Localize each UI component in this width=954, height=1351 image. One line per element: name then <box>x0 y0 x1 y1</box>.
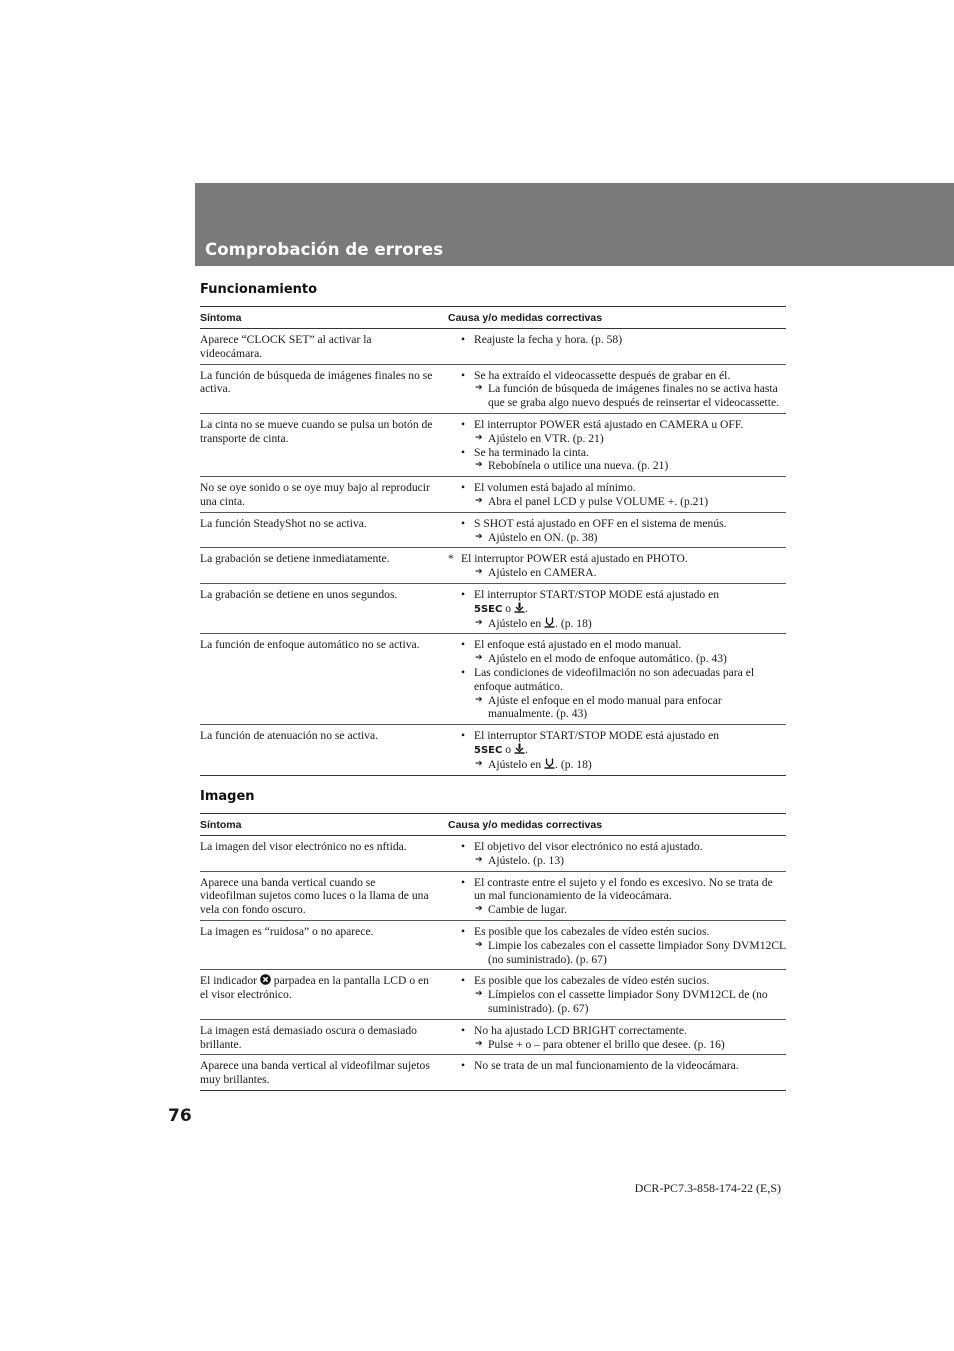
remedy-text: Ajústelo en <box>488 616 542 630</box>
troubleshooting-table <box>200 306 786 776</box>
cause-cell <box>448 548 786 584</box>
cause-item: • Es posible que los cabezales de vídeo estén sucios. <box>448 974 786 988</box>
table-row <box>200 836 786 872</box>
cause-item <box>448 588 786 617</box>
cause-item: • Es posible que los cabezales de vídeo estén sucios. <box>448 925 786 939</box>
cause-item: • S SHOT está ajustado en OFF en el sistema de menús. <box>448 517 786 531</box>
cause-text: El interruptor START/STOP MODE está ajustado en <box>474 587 720 601</box>
symptom-cell: La imagen del visor electrónico no es nftida. <box>200 840 407 853</box>
section-funcionamiento <box>200 282 786 776</box>
cause-item: • El contraste entre el sujeto y el fondo es excesivo. No se trata de un mal funcionamiento de la videocámara. <box>448 876 786 904</box>
symptom-cell: Aparece una banda vertical cuando se videofilman sujetos como luces o la llama de una vela con fondo oscuro. <box>200 871 448 920</box>
cause-cell <box>448 725 786 775</box>
cause-cell <box>448 512 786 548</box>
cause-cell <box>448 583 786 633</box>
cause-item: • No se trata de un mal funcionamiento de la videocámara. <box>448 1059 786 1073</box>
section-imagen <box>200 789 786 1091</box>
cause-item: • El objetivo del visor electrónico no está ajustado. <box>448 840 786 854</box>
cause-item <box>448 729 786 758</box>
remedy-page-ref: . (p. 18) <box>555 616 592 630</box>
cause-cell <box>448 413 786 476</box>
fade-mode-icon <box>514 602 525 613</box>
remedy-item <box>448 617 786 631</box>
symptom-cell: No se oye sonido o se oye muy bajo al reproducir una cinta. <box>200 477 448 513</box>
symptom-cell: La función SteadyShot no se activa. <box>200 512 448 548</box>
cause-cell <box>448 634 786 725</box>
table-header-row <box>200 814 786 836</box>
table-row <box>200 871 786 920</box>
cause-text: El interruptor START/STOP MODE está ajustado en <box>474 729 720 743</box>
table-row <box>200 329 786 365</box>
symptom-cell: Aparece una banda vertical al videofilmar sujetos muy brillantes. <box>200 1055 448 1091</box>
remedy-item: ➔ La función de búsqueda de imágenes finales no se activa hasta que se graba algo nuevo después de reinsertar el videocassette. <box>448 382 786 410</box>
or-text: o <box>505 601 512 615</box>
page-number: 76 <box>168 1106 192 1126</box>
cause-item: * El interruptor POWER está ajustado en PHOTO. <box>448 552 786 566</box>
symptom-cell: La función de atenuación no se activa. <box>200 725 448 775</box>
column-header-symptom: Síntoma <box>200 307 448 329</box>
table-row <box>200 364 786 413</box>
document-code: DCR-PC7.3-858-174-22 (E,S) <box>634 1181 781 1195</box>
header-banner <box>195 183 954 266</box>
column-header-cause: Causa y/o medidas correctivas <box>448 814 786 836</box>
table-row <box>200 1055 786 1091</box>
remedy-item: ➔ Ajústelo en VTR. (p. 21) <box>448 432 786 446</box>
cause-item: • El enfoque está ajustado en el modo manual. <box>448 638 786 652</box>
page-title: Comprobación de errores <box>205 240 444 259</box>
section-title: Funcionamiento <box>200 282 318 297</box>
remedy-item: ➔ Límpielos con el cassette limpiador Sony DVM12CL de (no suministrado). (p. 67) <box>448 988 786 1016</box>
column-header-symptom: Síntoma <box>200 814 448 836</box>
cause-item: • Se ha terminado la cinta. <box>448 446 786 460</box>
normal-mode-icon <box>544 758 555 769</box>
head-cleaning-warning-icon <box>260 974 271 985</box>
or-text: o <box>505 742 512 756</box>
symptom-cell <box>200 970 448 1019</box>
symptom-cell: La cinta no se mueve cuando se pulsa un botón de transporte de cinta. <box>200 413 448 476</box>
table-row <box>200 512 786 548</box>
remedy-page-ref: . (p. 18) <box>555 757 592 771</box>
mode-5sec-label: 5SEC <box>474 603 503 615</box>
symptom-cell: La grabación se detiene en unos segundos. <box>200 583 448 633</box>
cause-cell <box>448 836 786 872</box>
cause-cell <box>448 477 786 513</box>
mode-5sec-label: 5SEC <box>474 744 503 756</box>
table-row <box>200 970 786 1019</box>
symptom-text: El indicador <box>200 974 257 988</box>
table-row <box>200 725 786 775</box>
table-row <box>200 1019 786 1055</box>
cause-cell <box>448 970 786 1019</box>
cause-cell <box>448 871 786 920</box>
column-header-cause: Causa y/o medidas correctivas <box>448 307 786 329</box>
table-row <box>200 477 786 513</box>
cause-cell <box>448 364 786 413</box>
remedy-item: ➔ Ajústelo en CAMERA. <box>448 566 786 580</box>
table-row <box>200 634 786 725</box>
cause-item: • No ha ajustado LCD BRIGHT correctamente. <box>448 1024 786 1038</box>
cause-item: • El volumen está bajado al mínimo. <box>448 481 786 495</box>
remedy-item: ➔ Abra el panel LCD y pulse VOLUME +. (p.21) <box>448 495 786 509</box>
remedy-item: ➔ Cambie de lugar. <box>448 903 786 917</box>
table-row <box>200 583 786 633</box>
table-row <box>200 413 786 476</box>
remedy-item: ➔ Limpie los cabezales con el cassette limpiador Sony DVM12CL (no suministrado). (p. 67) <box>448 939 786 967</box>
symptom-cell: La función de búsqueda de imágenes finales no se activa. <box>200 364 448 413</box>
remedy-item: ➔ Ajústelo en el modo de enfoque automático. (p. 43) <box>448 652 786 666</box>
cause-cell <box>448 329 786 365</box>
remedy-item: ➔ Ajústelo en ON. (p. 38) <box>448 531 786 545</box>
cause-item: • Se ha extraído el videocassette después de grabar en él. <box>448 369 786 383</box>
remedy-text: Ajústelo en <box>488 757 542 771</box>
remedy-item: ➔ Ajústelo. (p. 13) <box>448 854 786 868</box>
symptom-text: parpadea en la pantalla LCD o en el visor electrónico. <box>200 974 429 1002</box>
cause-item: • Las condiciones de videofilmación no son adecuadas para el enfoque autmático. <box>448 666 786 694</box>
remedy-item: ➔ Rebobínela o utilice una nueva. (p. 21) <box>448 459 786 473</box>
fade-mode-icon <box>514 743 525 754</box>
cause-item: • Reajuste la fecha y hora. (p. 58) <box>448 333 786 347</box>
period-text: . <box>524 601 528 615</box>
symptom-cell: La grabación se detiene inmediatamente. <box>200 548 448 584</box>
symptom-cell: La imagen está demasiado oscura o demasiado brillante. <box>200 1019 448 1055</box>
period-text: . <box>524 742 528 756</box>
troubleshooting-table <box>200 813 786 1091</box>
remedy-item <box>448 758 786 772</box>
table-header-row <box>200 307 786 329</box>
cause-item: • El interruptor POWER está ajustado en CAMERA u OFF. <box>448 418 786 432</box>
symptom-cell: Aparece “CLOCK SET” al activar la videocámara. <box>200 333 372 360</box>
remedy-item: ➔ Ajúste el enfoque en el modo manual para enfocar manualmente. (p. 43) <box>448 694 786 722</box>
cause-cell <box>448 920 786 969</box>
section-title: Imagen <box>200 789 255 804</box>
symptom-cell: La función de enfoque automático no se activa. <box>200 634 448 725</box>
symptom-cell: La imagen es “ruidosa” o no aparece. <box>200 920 448 969</box>
cause-cell <box>448 1019 786 1055</box>
table-row <box>200 548 786 584</box>
table-row <box>200 920 786 969</box>
normal-mode-icon <box>544 617 555 628</box>
remedy-item: ➔ Pulse + o – para obtener el brillo que desee. (p. 16) <box>448 1038 786 1052</box>
cause-cell <box>448 1055 786 1091</box>
